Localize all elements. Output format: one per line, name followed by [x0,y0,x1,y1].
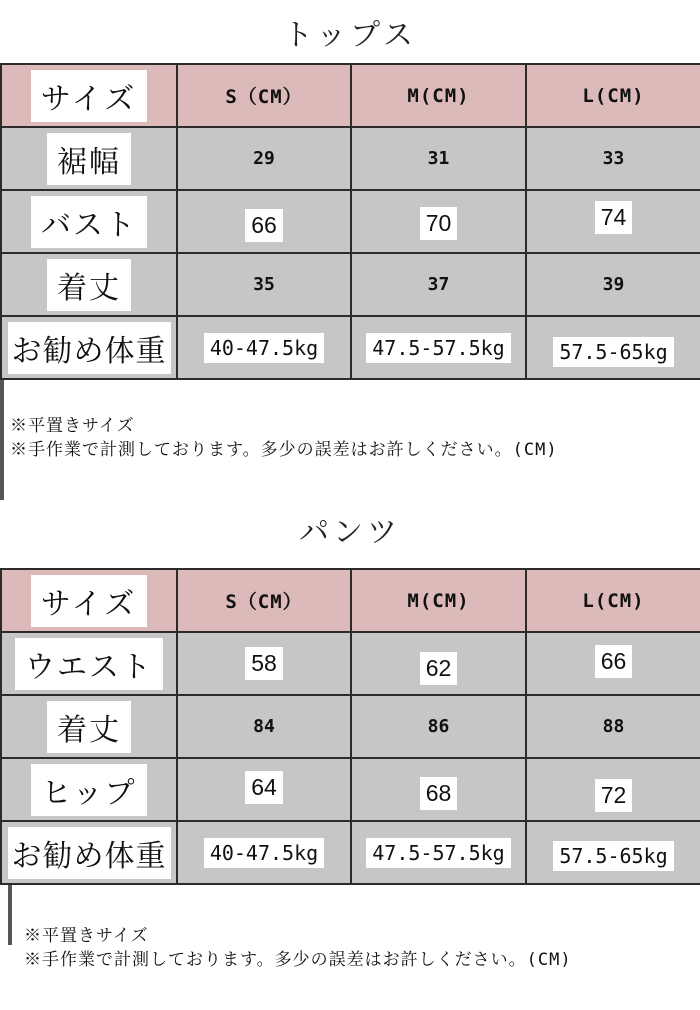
tops-hem-width-m: 31 [427,148,450,169]
tops-weight-m: 47.5-57.5kg [366,333,510,363]
row-label-cell [1,127,177,190]
pants-header-l: L(CM) [582,589,645,612]
pants-notes [24,924,572,972]
tops-length-l: 39 [602,274,625,295]
value-cell [526,632,700,695]
left-edge-bar [8,885,12,945]
tops-header-size-cell [1,64,177,127]
tops-header-l-cell [526,64,700,127]
row-label-cell [1,695,177,758]
pants-header-size: サイズ [31,575,148,627]
pants-note-measure: ※手作業で計測しております。多少の誤差はお許しください。(CM) [24,950,572,970]
value-cell [526,190,700,253]
value-cell [177,821,351,884]
value-cell [351,758,526,821]
pants-header-size-cell [1,569,177,632]
tops-header-s-cell [177,64,351,127]
table-row [1,695,700,758]
tops-weight-s: 40-47.5kg [204,333,324,363]
pants-waist-s: 58 [245,647,283,680]
tops-header-size: サイズ [31,70,148,122]
tops-notes [10,414,558,462]
pants-note-flat: ※平置きサイズ [24,926,149,946]
value-cell [526,821,700,884]
value-cell [526,695,700,758]
tops-size-table [0,63,700,380]
pants-size-table [0,568,700,885]
pants-weight-s: 40-47.5kg [204,838,324,868]
tops-bust-label: バスト [31,196,147,248]
value-cell [351,821,526,884]
pants-waist-l: 66 [595,645,633,678]
pants-hip-m: 68 [420,777,458,810]
tops-weight-l: 57.5-65kg [553,337,673,367]
value-cell [351,316,526,379]
tops-bust-s: 66 [245,209,283,242]
pants-header-m: M(CM) [407,589,470,612]
pants-header-l-cell [526,569,700,632]
tops-header-m: M(CM) [407,84,470,107]
tops-hem-width-l: 33 [602,148,625,169]
row-label-cell [1,316,177,379]
pants-weight-l: 57.5-65kg [553,841,673,871]
pants-weight-label: お勧め体重 [8,827,171,879]
pants-waist-label: ウエスト [15,638,163,690]
row-label-cell [1,821,177,884]
tops-weight-label: お勧め体重 [8,322,171,374]
pants-length-m: 86 [427,716,450,737]
row-label-cell [1,253,177,316]
value-cell [177,253,351,316]
pants-hip-s: 64 [245,771,283,804]
pants-hip-l: 72 [595,779,633,812]
value-cell [351,253,526,316]
tops-title: トップス [283,18,417,53]
tops-hem-width-s: 29 [253,148,275,169]
tops-length-label: 着丈 [47,259,131,311]
value-cell [177,190,351,253]
pants-length-l: 88 [602,716,625,737]
value-cell [177,632,351,695]
tops-header-l: L(CM) [582,84,645,107]
value-cell [351,190,526,253]
pants-weight-m: 47.5-57.5kg [366,838,510,868]
pants-header-m-cell [351,569,526,632]
tops-header-row [1,64,700,127]
row-label-cell [1,190,177,253]
value-cell [177,695,351,758]
pants-title: パンツ [299,515,401,550]
table-row [1,316,700,379]
value-cell [177,758,351,821]
pants-header-s-cell [177,569,351,632]
pants-hip-label: ヒップ [31,764,146,816]
pants-length-label: 着丈 [47,701,131,753]
tops-length-s: 35 [253,274,275,295]
value-cell [526,316,700,379]
tops-note-flat: ※平置きサイズ [10,416,135,436]
table-row [1,758,700,821]
tops-length-m: 37 [427,274,450,295]
table-row [1,127,700,190]
pants-waist-m: 62 [420,652,458,685]
value-cell [526,253,700,316]
value-cell [177,316,351,379]
value-cell [351,632,526,695]
value-cell [351,695,526,758]
value-cell [526,127,700,190]
left-edge-bar [0,380,4,500]
table-row [1,190,700,253]
table-row [1,632,700,695]
value-cell [177,127,351,190]
table-row [1,821,700,884]
tops-note-measure: ※手作業で計測しております。多少の誤差はお許しください。(CM) [10,440,558,460]
row-label-cell [1,632,177,695]
value-cell [526,758,700,821]
pants-length-s: 84 [253,716,275,737]
row-label-cell [1,758,177,821]
tops-bust-m: 70 [420,207,458,240]
tops-hem-width-label: 裾幅 [47,133,131,185]
tops-header-s: S（CM） [225,86,303,108]
pants-header-s: S（CM） [225,591,303,613]
tops-header-m-cell [351,64,526,127]
value-cell [351,127,526,190]
pants-header-row [1,569,700,632]
tops-bust-l: 74 [595,201,633,234]
table-row [1,253,700,316]
